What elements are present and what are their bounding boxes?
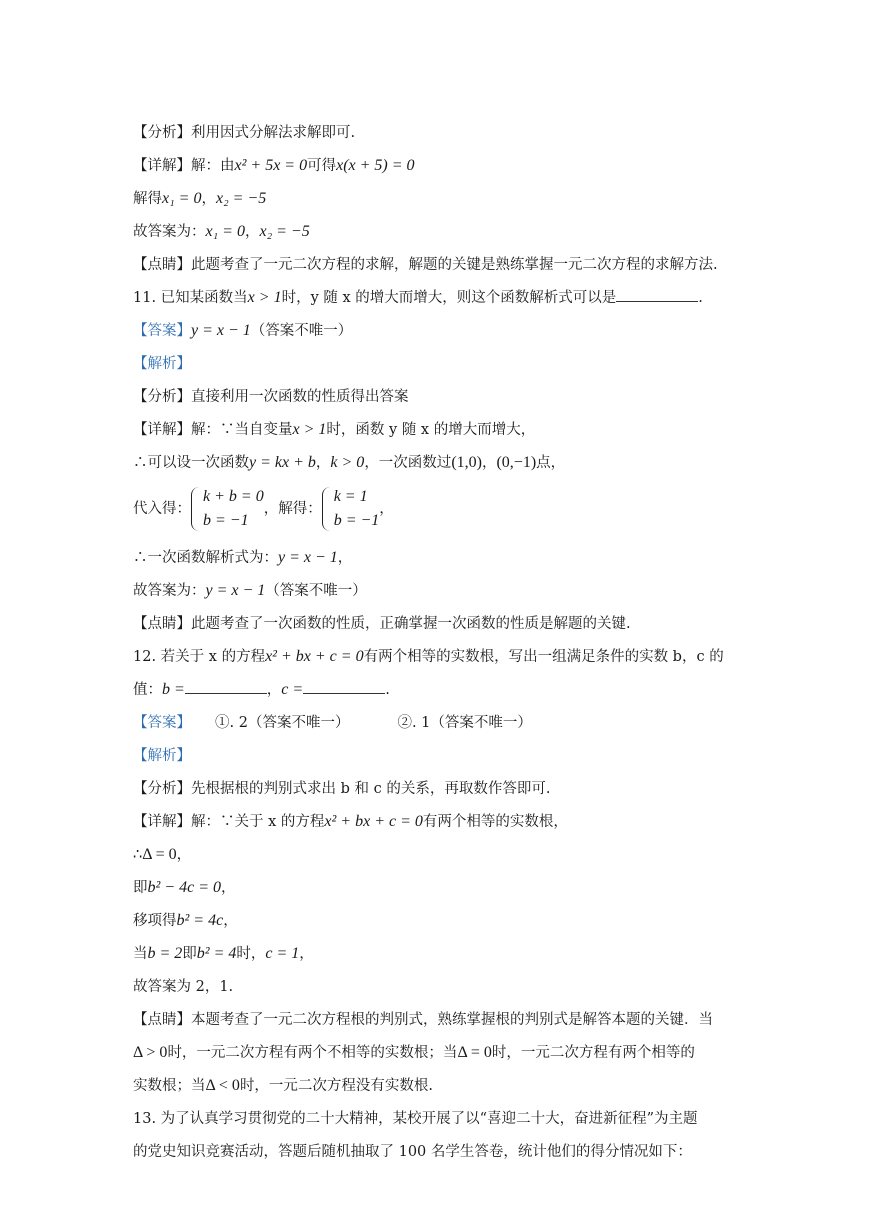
math-equation: x(x + 5) = 0 [336, 157, 415, 174]
q11-detail: 【详解】解：∵当自变量x > 1时，函数 y 随 x 的增大而增大， [133, 421, 536, 438]
q12-detail: 【详解】解：∵关于 x 的方程x² + bx + c = 0有两个相等的实数根， [133, 813, 568, 830]
comment-tag: 【点睛】 [133, 257, 191, 273]
q11-answer: 【答案】y = x − 1（答案不唯一） [133, 322, 353, 339]
q11-explanation-header [133, 353, 743, 375]
q10-solve: 解得x₁ = 0，x₂ = −5 [133, 190, 267, 207]
q12-step-3: 移项得b² = 4c， [133, 912, 238, 929]
q10-analysis: 【分析】利用因式分解法求解即可. [133, 125, 356, 141]
q10-answer: 故答案为：x₁ = 0，x₂ = −5 [133, 223, 310, 240]
q12-final-answer: 故答案为 2，1. [133, 979, 234, 995]
q11-result: ∴一次函数解析式为：y = x − 1， [133, 549, 353, 566]
q12-comment-cont-2: 实数根；当Δ < 0时，一元二次方程没有实数根. [133, 1077, 434, 1094]
answer-tag: 【答案】 [133, 323, 191, 339]
solution-system: k = 1 b = −1 [322, 485, 380, 533]
q12-explanation-header: 【解析】 [133, 748, 191, 764]
q11-setup: ∴可以设一次函数y = kx + b，k > 0，一次函数过(1,0)，(0,−1)点， [133, 454, 566, 471]
solution-content [133, 122, 743, 1174]
q12-answer: 【答案】 ①. 2（答案不唯一） ②. 1（答案不唯一） [133, 715, 532, 731]
answer-blank-c [303, 679, 385, 694]
q11-question: 11. 已知某函数当x > 1时，y 随 x 的增大而增大，则这个函数解析式可以是 . [133, 289, 703, 306]
q10-comment: 【点睛】此题考查了一元二次方程的求解，解题的关键是熟练掌握一元二次方程的求解方法. [133, 257, 718, 273]
q12-comment-cont-1: Δ > 0时，一元二次方程有两个不相等的实数根；当Δ = 0时，一元二次方程有两个相等的 [133, 1044, 695, 1061]
q12-question-blanks: 值：b = ，c = . [133, 681, 390, 698]
q12-step-1: ∴Δ = 0， [133, 846, 192, 863]
q12-question: 12. 若关于 x 的方程x² + bx + c = 0有两个相等的实数根，写出一组满足条件的实数 b，c 的 [133, 648, 724, 665]
q13-question: 13. 为了认真学习贯彻党的二十大精神，某校开展了以“喜迎二十大，奋进新征程”为主题 [133, 1111, 698, 1127]
q11-analysis: 【分析】直接利用一次函数的性质得出答案 [133, 389, 409, 405]
q12-step-2: 即b² − 4c = 0， [133, 879, 236, 896]
explanation-tag: 【解析】 [133, 356, 191, 372]
q10-detail: 【详解】解：由x² + 5x = 0可得x(x + 5) = 0 [133, 157, 415, 174]
q11-comment: 【点睛】此题考查了一次函数的性质，正确掌握一次函数的性质是解题的关键. [133, 616, 631, 632]
math-equation: x² + 5x = 0 [234, 157, 308, 174]
q12-step-4: 当b = 2即b² = 4时，c = 1， [133, 945, 314, 962]
q11-final-answer: 故答案为：y = x − 1（答案不唯一） [133, 582, 367, 599]
q12-analysis: 【分析】先根据根的判别式求出 b 和 c 的关系，再取数作答即可. [133, 781, 551, 797]
equation-system: k + b = 0 b = −1 [191, 485, 264, 533]
analysis-tag: 【分析】 [133, 125, 191, 141]
q13-question-cont: 的党史知识竞赛活动，答题后随机抽取了 100 名学生答卷，统计他们的得分情况如下： [133, 1144, 692, 1160]
q12-comment: 【点睛】本题考查了一元二次方程根的判别式，熟练掌握根的判别式是解答本题的关键．当 [133, 1012, 713, 1028]
answer-blank [616, 287, 698, 302]
detail-tag: 【详解】 [133, 158, 191, 174]
q11-system: 代入得： k + b = 0 b = −1 ，解得： k = 1 b = −1 ， [133, 485, 743, 533]
answer-tag: 【答案】 [133, 715, 191, 731]
answer-blank-b [185, 679, 267, 694]
